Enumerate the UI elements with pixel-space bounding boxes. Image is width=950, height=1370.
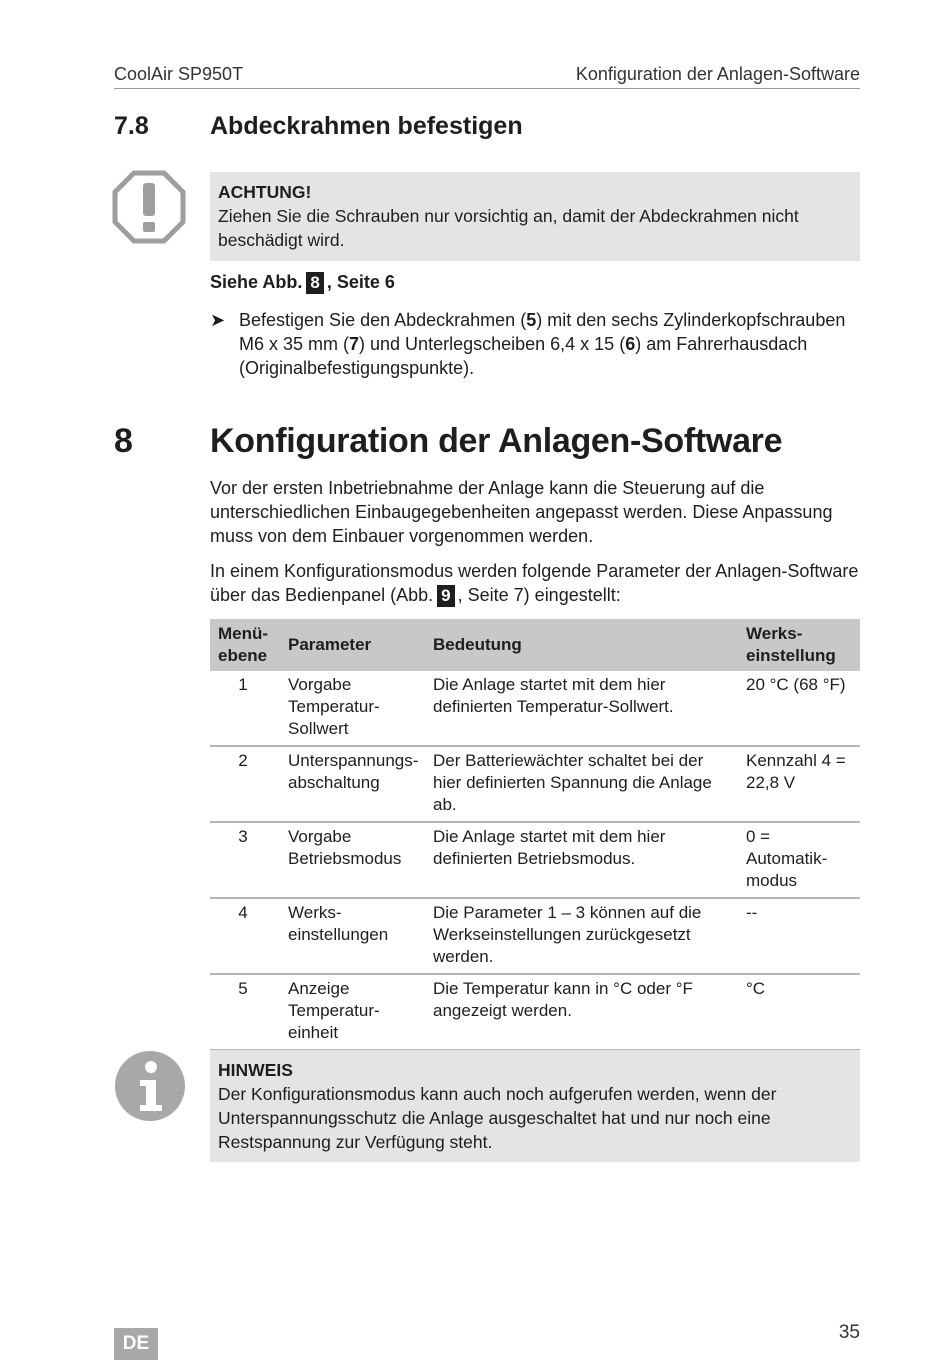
header-chapter: Konfiguration der Anlagen-Software (575, 64, 860, 84)
info-circle-icon (114, 1050, 186, 1122)
instruction-step (210, 308, 870, 380)
cell-meaning: Die Temperatur kann in °C oder °F angezeigt werden. (425, 974, 738, 1050)
step-ref-number: 5 (526, 310, 537, 330)
cell-parameter: Vorgabe Temperatur-Sollwert (280, 671, 425, 746)
cell-default: °C (738, 974, 860, 1050)
cell-meaning: Der Batteriewächter schaltet bei der hier definierten Spannung die Anlage ab. (425, 746, 738, 822)
config-paragraph-text: In einem Konfigurationsmodus werden folgende Parameter der Anlagen-Software über das Bedienpanel (Abb. (210, 561, 859, 605)
step-arrow-icon: ➤ (210, 310, 226, 330)
cell-level: 2 (210, 746, 280, 822)
header-parameter: Parameter (280, 619, 425, 671)
cell-parameter: Vorgabe Betriebsmodus (280, 822, 425, 898)
step-text-part: Befestigen Sie den Abdeckrahmen ( (239, 310, 527, 330)
header-meaning: Bedeutung (425, 619, 738, 671)
step-text-part: ) am Fahrerhausdach (Originalbefestigungspunkte). (239, 334, 808, 378)
cell-level: 1 (210, 671, 280, 746)
section-7-8-title: Abdeckrahmen befestigen (210, 112, 523, 140)
figure-reference-prefix: Siehe Abb. (210, 272, 303, 292)
table-row (210, 898, 860, 974)
chapter-8-number: 8 (114, 422, 133, 460)
cell-default: -- (738, 898, 860, 974)
cell-meaning: Die Anlage startet mit dem hier definierten Temperatur-Sollwert. (425, 671, 738, 746)
cell-meaning: Die Parameter 1 – 3 können auf die Werkseinstellungen zurückgesetzt werden. (425, 898, 738, 974)
section-7-8-number: 7.8 (114, 112, 149, 140)
chapter-8-title: Konfiguration der Anlagen-Software (210, 422, 783, 460)
config-paragraph (210, 559, 865, 607)
cell-default: 20 °C (68 °F) (738, 671, 860, 746)
cell-default: 0 = Automatik-modus (738, 822, 860, 898)
cell-level: 5 (210, 974, 280, 1050)
hint-text: Der Konfigurationsmodus kann auch noch aufgerufen werden, wenn der Unterspannungsschutz die Anlage ausgeschaltet hat und nur noch eine Restspannung zur Verfügung steht. (218, 1084, 777, 1152)
table-row (210, 974, 860, 1050)
cell-meaning: Die Anlage startet mit dem hier definierten Betriebsmodus. (425, 822, 738, 898)
step-text (239, 308, 870, 380)
table-header-row (210, 619, 860, 671)
figure-number-badge: 9 (437, 585, 454, 607)
table-row (210, 671, 860, 746)
table-row (210, 822, 860, 898)
step-ref-number: 7 (349, 334, 360, 354)
page-number: 35 (838, 1322, 860, 1343)
parameter-table (210, 619, 860, 1051)
warning-title: ACHTUNG! (218, 182, 312, 202)
table-row (210, 746, 860, 822)
figure-reference (210, 272, 395, 294)
warning-text: Ziehen Sie die Schrauben nur vorsichtig an, damit der Abdeckrahmen nicht beschädigt wird. (218, 206, 799, 250)
warning-octagon-icon (112, 170, 186, 244)
intro-paragraph: Vor der ersten Inbetriebnahme der Anlage kann die Steuerung auf die unterschiedlichen Einbaugegebenheiten angepasst werden. Diese Anpassung muss von dem Einbauer vorgenommen werden. (210, 478, 833, 546)
config-paragraph-text: , Seite 7) eingestellt: (457, 585, 621, 605)
header-default: Werks-einstellung (738, 619, 860, 671)
step-text-part: ) mit den sechs Zylinderkopfschrauben M6 x 35 mm ( (239, 310, 846, 354)
warning-box (210, 172, 860, 261)
cell-level: 3 (210, 822, 280, 898)
figure-reference-suffix: , Seite 6 (326, 272, 395, 292)
cell-level: 4 (210, 898, 280, 974)
cell-parameter: Werks-einstellungen (280, 898, 425, 974)
language-badge: DE (114, 1328, 158, 1360)
hint-title: HINWEIS (218, 1060, 293, 1080)
header-menu-level: Menü-ebene (210, 619, 280, 671)
hint-box (210, 1050, 860, 1162)
header-divider (114, 88, 860, 89)
figure-number-badge: 8 (306, 272, 323, 294)
step-ref-number: 6 (625, 334, 636, 354)
cell-parameter: Unterspannungs-abschaltung (280, 746, 425, 822)
cell-default: Kennzahl 4 = 22,8 V (738, 746, 860, 822)
cell-parameter: Anzeige Temperatur-einheit (280, 974, 425, 1050)
header-product: CoolAir SP950T (114, 64, 244, 84)
step-text-part: ) und Unterlegscheiben 6,4 x 15 ( (359, 334, 626, 354)
